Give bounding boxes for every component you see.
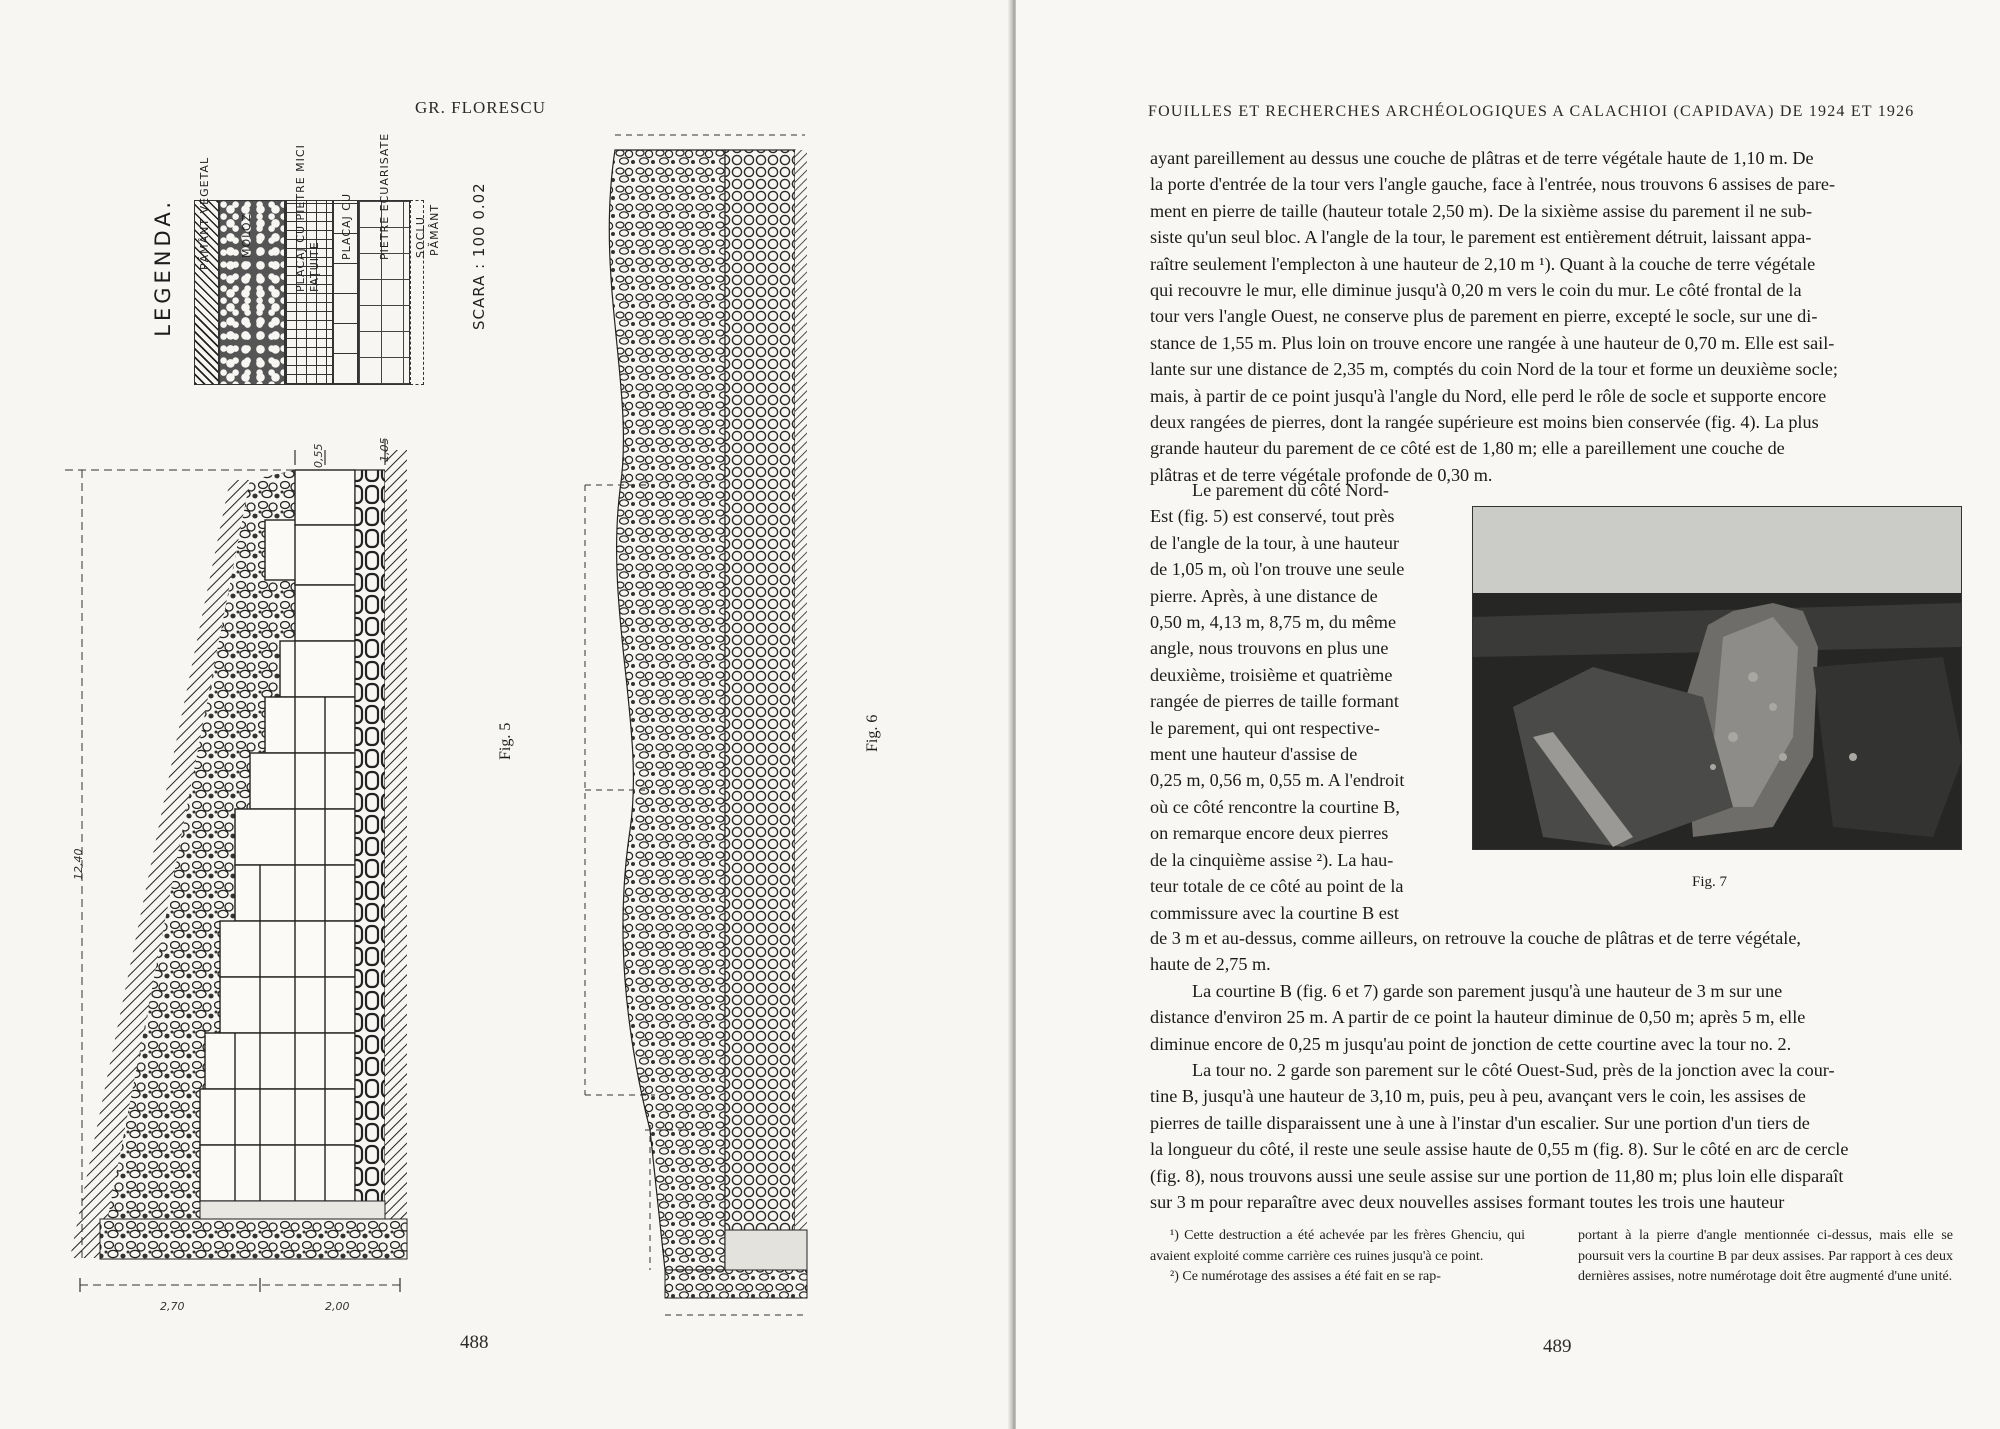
- legend-label-ecuarisate: PIETRE ECUARISATE: [378, 132, 391, 260]
- fig5-dim-bottom-left: 2,70: [160, 1300, 185, 1313]
- para2-line: où ce côté rencontre la courtine B,: [1150, 796, 1400, 817]
- running-head-right: FOUILLES ET RECHERCHES ARCHÉOLOGIQUES A CALACHIOI (CAPIDAVA) DE 1924 ET 1926: [1148, 103, 1915, 120]
- footnote-2-continued: portant à la pierre d'angle mentionnée ci-dessus, mais elle se poursuit vers la courtine B par deux assises. Par rapport à ces deux dernières assises, notre numérotage doit être augmenté d'une unité.: [1578, 1228, 1953, 1284]
- legend-label-moloz: MOLOZ: [240, 212, 253, 258]
- para2-line: le parement, qui ont respective-: [1150, 717, 1380, 738]
- para4-line: (fig. 8), nous trouvons aussi une seule assise sur une portion de 11,80 m; plus loin elle disparaît: [1150, 1165, 1844, 1186]
- para1-line: ayant pareillement au dessus une couche de plâtras et de terre végétale haute de 1,10 m. De: [1150, 148, 1814, 168]
- para3-line: diminue encore de 0,25 m jusqu'au point de jonction de cette courtine avec la tour no. 2.: [1150, 1033, 1792, 1054]
- fig5-drawing: [60, 437, 460, 1320]
- para2-rest-line: de 3 m et au-dessus, comme ailleurs, on retrouve la couche de plâtras et de terre végétale,: [1150, 928, 1801, 948]
- para1-line: stance de 1,55 m. Plus loin on trouve encore une rangée à une hauteur de 0,70 m. Elle est sail-: [1150, 332, 1835, 353]
- para2-line: teur totale de ce côté au point de la: [1150, 876, 1404, 897]
- para2-line: rangée de pierres de taille formant: [1150, 691, 1399, 712]
- para2-line: 0,50 m, 4,13 m, 8,75 m, du même: [1150, 612, 1397, 633]
- para1-line: mais, à partir de ce point jusqu'à l'angle du Nord, elle perd le rôle de socle et supporte encore: [1150, 385, 1827, 406]
- legend-label-placaj-cu: PLACAJ CU: [340, 192, 353, 260]
- fig6-drawing: [575, 130, 835, 1320]
- para2-line: 0,25 m, 0,56 m, 0,55 m. A l'endroit: [1150, 770, 1405, 791]
- para3-line: La courtine B (fig. 6 et 7) garde son parement jusqu'à une hauteur de 3 m sur une: [1192, 980, 1783, 1001]
- legend-label-vegetal: PĂMÂNT VEGETAL: [198, 156, 211, 270]
- fig6-caption: Fig. 6: [864, 714, 881, 752]
- paragraph-1: [1150, 145, 1962, 488]
- para1-line: tour vers l'angle Ouest, ne conserve plus de parement en pierre, excepté le socle, sur une di-: [1150, 306, 1818, 327]
- para1-line: grande hauteur du parement de ce côté est de 1,80 m; elle a pareillement une couche de: [1150, 438, 1785, 459]
- para2-line: commissure avec la courtine B est: [1150, 902, 1399, 923]
- para1-line: siste qu'un seul bloc. A l'angle de la tour, le parement est entièrement détruit, laissant appa-: [1150, 227, 1812, 248]
- para2-line: pierre. Après, à une distance de: [1150, 585, 1378, 606]
- legend-title: LEGENDA.: [151, 198, 175, 337]
- para2-line: angle, nous trouvons en plus une: [1150, 638, 1389, 659]
- legend-label-pamant: PĂMÂNT: [428, 203, 441, 256]
- page-number-left: 488: [460, 1332, 489, 1353]
- para2-line: de l'angle de la tour, à une hauteur: [1150, 532, 1399, 553]
- para4-line: sur 3 m pour reparaître avec deux nouvelles assises formant toutes les trois une hauteur: [1150, 1192, 1785, 1213]
- para4-line: tine B, jusqu'à une hauteur de 3,10 m, puis, peu à peu, avançant vers le coin, les assises de: [1150, 1086, 1806, 1107]
- para1-line: raître seulement l'emplecton à une hauteur de 2,10 m ¹). Quant à la couche de terre végétale: [1150, 253, 1816, 274]
- para2-line: ment une hauteur d'assise de: [1150, 744, 1358, 765]
- para2-line: deuxième, troisième et quatrième: [1150, 664, 1393, 685]
- para4-line: la longueur du côté, il reste une seule assise haute de 0,55 m (fig. 8). Sur le côté en arc de cercle: [1150, 1139, 1849, 1160]
- legend-label-placaj: PLACAJ CU PIETRE MICI FAŢUITE: [294, 144, 321, 292]
- running-head-left: GR. FLORESCU: [415, 98, 547, 117]
- para2-line: Le parement du côté Nord-: [1192, 480, 1389, 500]
- fig7-caption: Fig. 7: [1692, 874, 1728, 890]
- para1-line: qui recouvre le mur, elle diminue jusqu'à 0,20 m vers le coin du mur. Le côté frontal de la: [1150, 280, 1802, 301]
- para2-line: on remarque encore deux pierres: [1150, 823, 1389, 844]
- fig7-photo-scene: [1473, 507, 1962, 850]
- para2-rest-line: haute de 2,75 m.: [1150, 954, 1271, 975]
- para1-line: plâtras et de terre végétale profonde de 0,30 m.: [1150, 464, 1493, 485]
- para2-line: de 1,05 m, où l'on trouve une seule: [1150, 559, 1405, 580]
- para1-line: lante sur une distance de 2,35 m, comptés du coin Nord de la tour et forme un deuxième socle;: [1150, 359, 1838, 380]
- legend-scale: SCARA : 100 0.02: [470, 182, 488, 330]
- para3-line: distance d'environ 25 m. A partir de ce point la hauteur diminue de 0,50 m; après 5 m, elle: [1150, 1007, 1806, 1028]
- footnote-1: ¹) Cette destruction a été achevée par les frères Ghenciu, qui avaient exploité comme carrière ces ruines jusqu'à ce point.: [1150, 1228, 1525, 1264]
- legend-label-soclu: SOCLU: [414, 216, 427, 258]
- page-number-right: 489: [1543, 1336, 1572, 1357]
- fig5-dim-top-b: 1,05: [378, 437, 391, 462]
- paragraph-2-rest: [1150, 925, 1962, 1215]
- para1-line: deux rangées de pierres, dont la rangée supérieure est moins bien conservée (fig. 4). La plus: [1150, 412, 1819, 433]
- footnotes-right: [1578, 1226, 1953, 1288]
- fig5-dim-bottom-right: 2,00: [325, 1300, 350, 1313]
- para4-line: La tour no. 2 garde son parement sur le côté Ouest-Sud, près de la jonction avec la cour-: [1192, 1060, 1835, 1081]
- footnote-2: ²) Ce numérotage des assises a été fait en se rap-: [1170, 1269, 1441, 1284]
- paragraph-2-float: [1150, 477, 1448, 926]
- footnotes-left: [1150, 1226, 1525, 1288]
- fig7-photo: [1472, 506, 1962, 850]
- para2-line: de la cinquième assise ²). La hau-: [1150, 849, 1394, 870]
- para1-line: ment en pierre de taille (hauteur totale 2,50 m). De la sixième assise du parement il ne sub-: [1150, 200, 1813, 221]
- para2-line: Est (fig. 5) est conservé, tout près: [1150, 506, 1395, 527]
- fig5-caption: Fig. 5: [497, 722, 514, 760]
- fig5-dim-height: 12,40: [72, 848, 85, 880]
- para1-line: la porte d'entrée de la tour vers l'angle gauche, face à l'entrée, nous trouvons 6 assises de pare-: [1150, 174, 1836, 195]
- para4-line: pierres de taille disparaissent une à une à l'instar d'un escalier. Sur une portion d'un tiers de: [1150, 1112, 1810, 1133]
- fig5-dim-top-a: 0,55: [312, 443, 325, 468]
